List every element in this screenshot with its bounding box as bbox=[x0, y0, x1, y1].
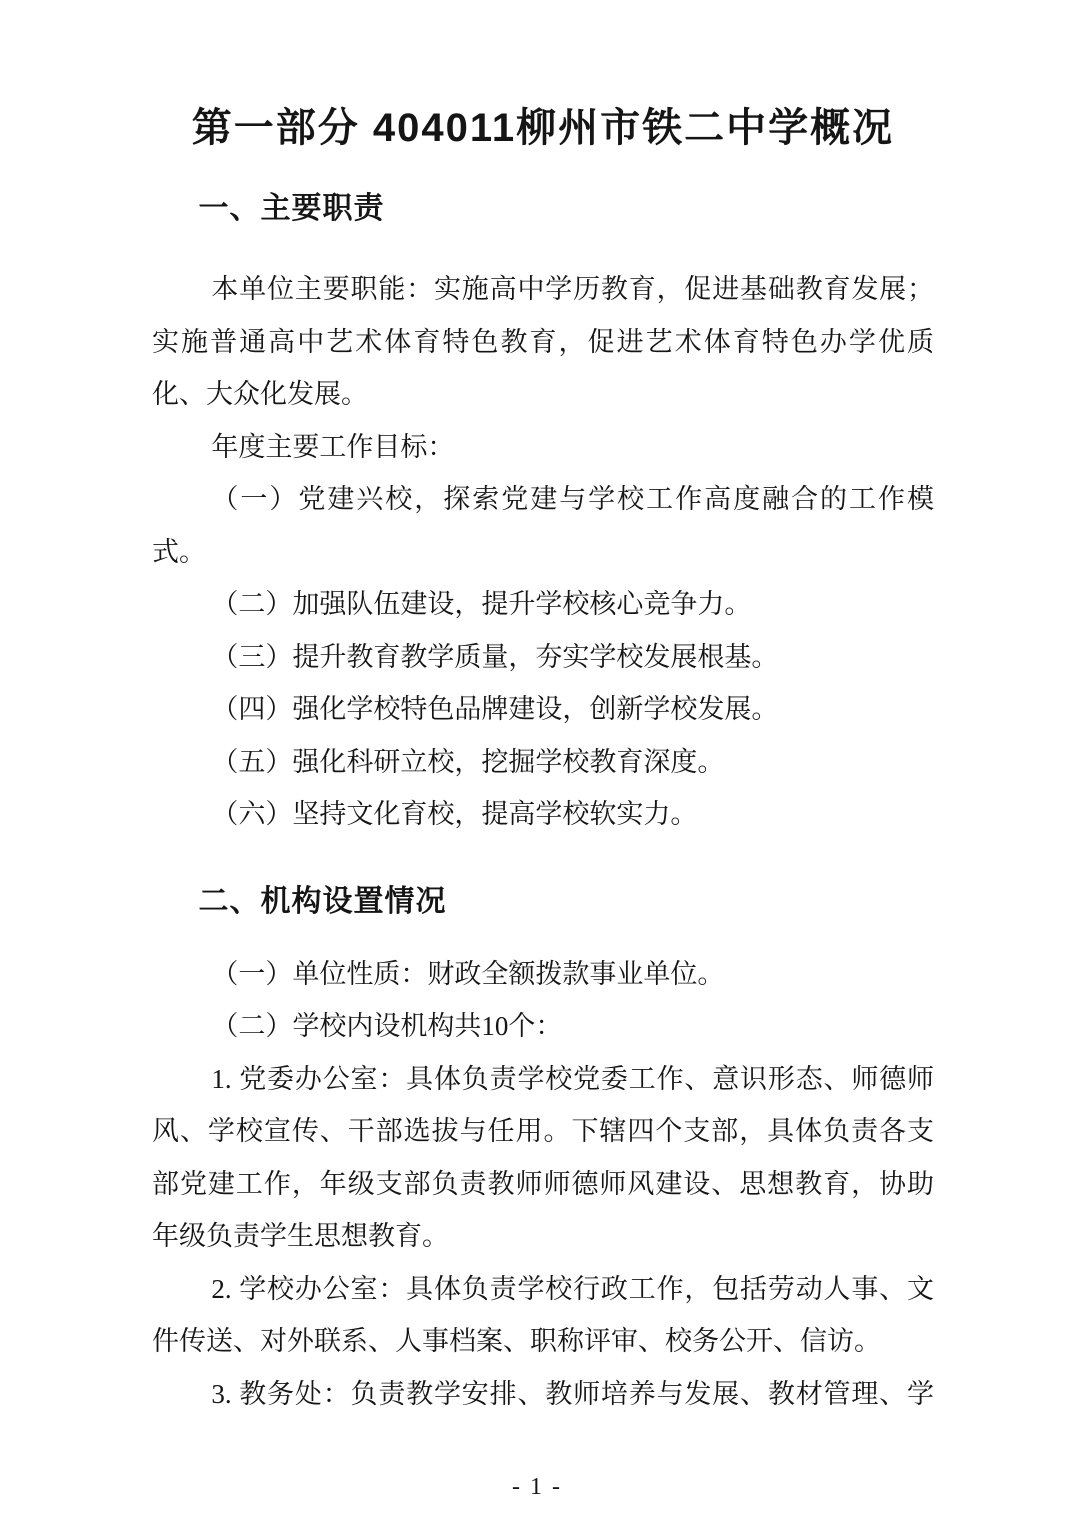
body-line: 3. 教务处：负责教学安排、教师培养与发展、教材管理、学 bbox=[211, 1378, 934, 1409]
body-line: 件传送、对外联系、人事档案、职称评审、校务公开、信访。 bbox=[152, 1326, 881, 1356]
body-line: （四）强化学校特色品牌建设，创新学校发展。 bbox=[211, 694, 779, 724]
body-line: 年度主要工作目标： bbox=[211, 431, 455, 462]
section-heading: 一、主要职责 bbox=[198, 192, 385, 225]
body-line: （五）强化科研立校，挖掘学校教育深度。 bbox=[211, 746, 725, 777]
body-line: （三）提升教育教学质量，夯实学校发展根基。 bbox=[211, 641, 779, 672]
body-line: 实施普通高中艺术体育特色教育，促进艺术体育特色办学优质 bbox=[152, 326, 934, 357]
body-line: 部党建工作，年级支部负责教师师德师风建设、思想教育，协助 bbox=[152, 1168, 934, 1199]
body-line: （二）加强队伍建设，提升学校核心竞争力。 bbox=[211, 589, 752, 619]
body-line: 式。 bbox=[152, 536, 206, 567]
section-heading: 二、机构设置情况 bbox=[198, 884, 447, 918]
body-line: 风、学校宣传、干部选拔与任用。下辖四个支部，具体负责各支 bbox=[152, 1116, 934, 1146]
body-line: （一）单位性质：财政全额拨款事业单位。 bbox=[211, 958, 725, 989]
document-title: 第一部分 404011柳州市铁二中学概况 bbox=[191, 106, 895, 150]
body-line: 年级负责学生思想教育。 bbox=[152, 1221, 449, 1251]
body-line: 化、大众化发展。 bbox=[152, 379, 368, 409]
body-line: 2. 学校办公室：具体负责学校行政工作，包括劳动人事、文 bbox=[211, 1273, 934, 1304]
body-line: 本单位主要职能：实施高中学历教育，促进基础教育发展； bbox=[211, 274, 934, 304]
body-line: （一）党建兴校，探索党建与学校工作高度融合的工作模 bbox=[211, 484, 934, 514]
page-number: - 1 - bbox=[512, 1474, 562, 1500]
document-body bbox=[152, 190, 934, 1420]
body-line: 1. 党委办公室：具体负责学校党委工作、意识形态、师德师 bbox=[211, 1063, 934, 1094]
body-line: （二）学校内设机构共10个： bbox=[211, 1011, 563, 1041]
body-line: （六）坚持文化育校，提高学校软实力。 bbox=[211, 799, 698, 829]
